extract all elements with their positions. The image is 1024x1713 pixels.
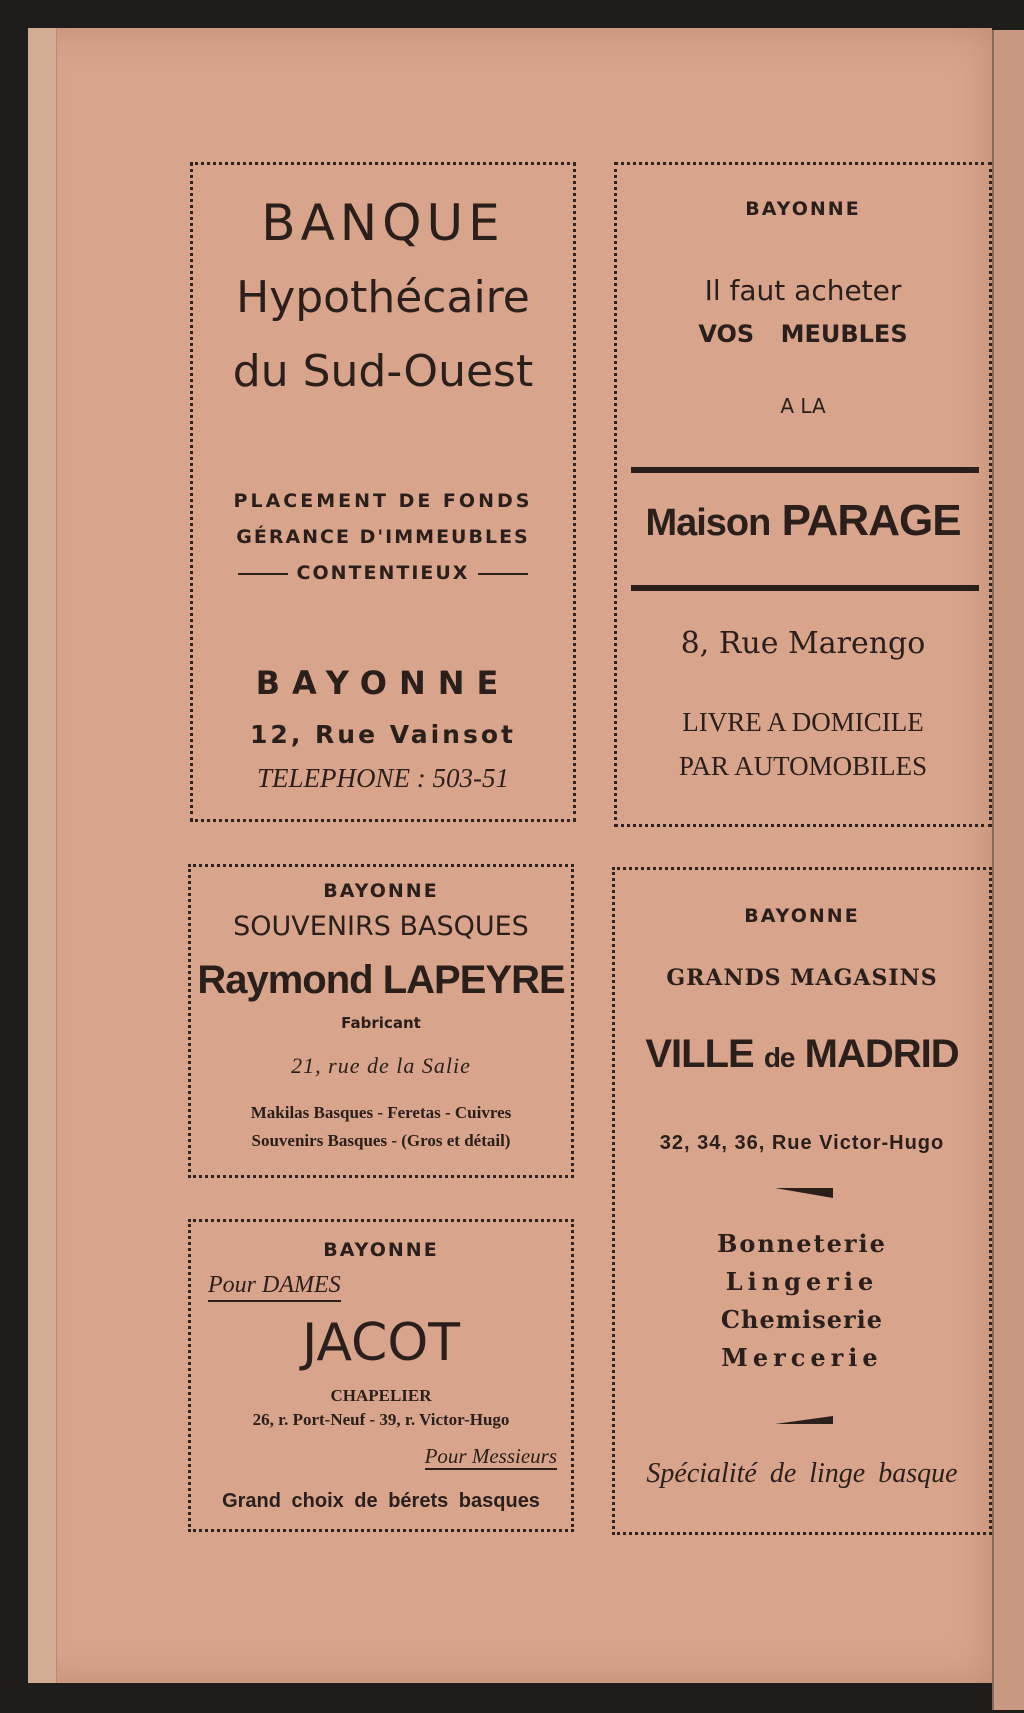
department: Mercerie (721, 1343, 883, 1372)
service-text: CONTENTIEUX (296, 562, 470, 584)
city: BAYONNE (255, 664, 511, 702)
ad-subtitle: du Sud-Ouest (232, 346, 534, 397)
heading: SOUVENIRS BASQUES (233, 911, 529, 942)
rule (238, 573, 288, 575)
rule (631, 585, 979, 591)
department: Chemiserie (720, 1305, 884, 1334)
tagline: Grand choix de bérets basques (222, 1490, 540, 1512)
department: Bonneterie (717, 1229, 887, 1258)
city: BAYONNE (323, 1239, 439, 1261)
page-edge-left (28, 28, 57, 1683)
for-men: Pour Messieurs (425, 1444, 557, 1470)
name-part: de (763, 1042, 795, 1073)
ad-jacot (188, 1219, 574, 1532)
ad-title: BANQUE (261, 194, 505, 252)
ad-banque-hypothecaire (190, 162, 576, 822)
address: 12, Rue Vainsot (250, 720, 516, 749)
rule (631, 467, 979, 473)
ad-maison-parage (614, 162, 992, 827)
rule (478, 573, 528, 575)
products: Souvenirs Basques - (Gros et détail) (251, 1131, 511, 1150)
address: 21, rue de la Salie (291, 1053, 471, 1078)
name-part: Maison (645, 502, 771, 544)
business-name (615, 1030, 989, 1078)
name-part: MADRID (804, 1032, 959, 1076)
city: BAYONNE (323, 880, 439, 902)
heading: GRANDS MAGASINS (666, 965, 938, 991)
name-part: PARAGE (781, 496, 961, 545)
wedge-ornament-icon (775, 1188, 833, 1206)
delivery: LIVRE A DOMICILE (682, 707, 924, 737)
city: BAYONNE (744, 905, 860, 927)
service: PLACEMENT DE FONDS (233, 490, 533, 512)
delivery: PAR AUTOMOBILES (678, 751, 928, 781)
for-women: Pour DAMES (208, 1272, 341, 1302)
service: GÉRANCE D'IMMEUBLES (236, 526, 530, 548)
department: Lingerie (725, 1267, 879, 1296)
ad-subtitle: Hypothécaire (236, 272, 530, 323)
city: BAYONNE (745, 198, 861, 220)
tagline: Il faut acheter (704, 274, 902, 307)
ad-raymond-lapeyre (188, 864, 574, 1178)
role: Fabricant (341, 1014, 421, 1032)
tagline: VOS MEUBLES (698, 320, 908, 348)
phone: TELEPHONE : 503-51 (257, 763, 509, 793)
name-part: VILLE (645, 1032, 754, 1076)
service (193, 563, 573, 585)
address: 32, 34, 36, Rue Victor-Hugo (659, 1132, 945, 1154)
business-name: Raymond LAPEYRE (197, 958, 565, 1002)
address: 26, r. Port-Neuf - 39, r. Victor-Hugo (252, 1410, 510, 1429)
address: 8, Rue Marengo (680, 626, 926, 661)
ad-ville-de-madrid (612, 867, 992, 1535)
wedge-ornament-icon (775, 1406, 833, 1424)
specialty: Spécialité de linge basque (646, 1458, 958, 1489)
role: CHAPELIER (330, 1386, 432, 1405)
tagline: A LA (780, 394, 826, 418)
next-page-edge (992, 30, 1024, 1710)
business-name: JACOT (301, 1313, 461, 1373)
business-name (617, 495, 989, 548)
products: Makilas Basques - Feretas - Cuivres (250, 1103, 512, 1122)
